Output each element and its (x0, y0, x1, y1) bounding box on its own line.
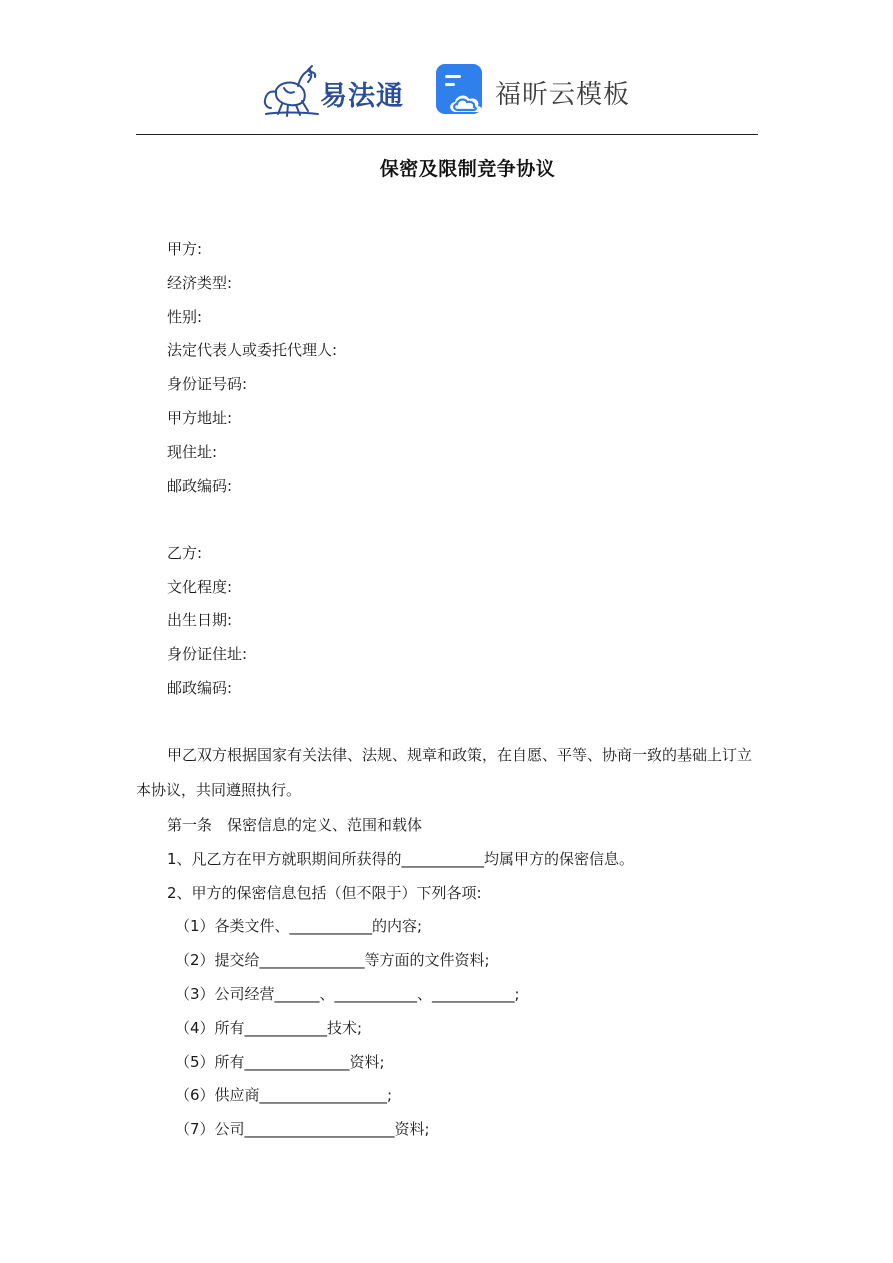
party-b-label: 乙方: (167, 544, 203, 562)
page-header (0, 58, 893, 122)
yifatong-brand-text: 易法通 (320, 81, 404, 112)
party-a-representative: 法定代表人或委托代理人: (167, 341, 338, 359)
list-item: （5）所有______________资料; (175, 1053, 385, 1071)
horse-logo-icon (262, 64, 320, 118)
party-a-address: 甲方地址: (167, 409, 233, 427)
list-item: （4）所有___________技术; (175, 1019, 363, 1037)
party-a-economic-type: 经济类型: (167, 274, 233, 292)
list-item: （1）各类文件、___________的内容; (175, 917, 423, 935)
party-b-postal-code: 邮政编码: (167, 679, 233, 697)
party-b-education: 文化程度: (167, 578, 233, 596)
party-a-gender: 性别: (167, 308, 203, 326)
party-a-current-address: 现住址: (167, 443, 218, 461)
list-item: （2）提交给______________等方面的文件资料; (175, 951, 490, 969)
party-a-id-number: 身份证号码: (167, 375, 248, 393)
cloud-document-icon (436, 64, 486, 116)
party-b-birth-date: 出生日期: (167, 611, 233, 629)
intro-paragraph-line-1: 甲乙双方根据国家有关法律、法规、规章和政策，在自愿、平等、协商一致的基础上订立 (167, 746, 753, 764)
yifatong-logo (262, 62, 412, 118)
party-a-label: 甲方: (167, 240, 203, 258)
clause-2: 2、甲方的保密信息包括（但不限于）下列各项: (167, 884, 482, 902)
list-item: （3）公司经营______、___________、___________; (175, 985, 520, 1003)
intro-paragraph-line-2: 本协议，共同遵照执行。 (136, 781, 302, 799)
clause-1: 1、凡乙方在甲方就职期间所获得的___________均属甲方的保密信息。 (167, 850, 635, 868)
party-a-postal-code: 邮政编码: (167, 477, 233, 495)
article-1-heading: 第一条 保密信息的定义、范围和载体 (167, 816, 423, 834)
header-divider (136, 134, 758, 135)
document-title: 保密及限制竞争协议 (379, 158, 556, 180)
party-b-id-address: 身份证住址: (167, 645, 248, 663)
list-item: （7）公司____________________资料; (175, 1120, 430, 1138)
fuxin-cloud-template-logo (436, 64, 636, 120)
list-item: （6）供应商_________________; (175, 1086, 393, 1104)
fuxin-brand-text: 福昕云模板 (495, 80, 631, 110)
